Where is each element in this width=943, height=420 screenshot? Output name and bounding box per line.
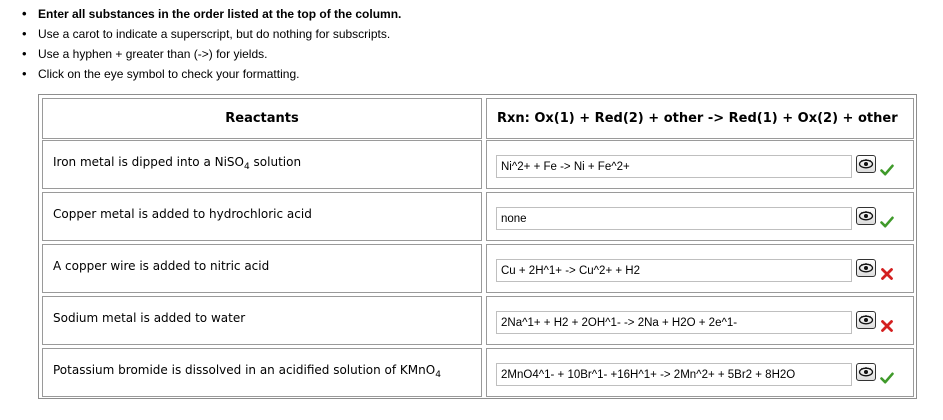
eye-icon[interactable]	[856, 207, 876, 225]
reaction-answer-input[interactable]	[496, 155, 852, 178]
reaction-answer-input[interactable]	[496, 259, 852, 282]
reactant-cell	[42, 140, 482, 189]
reaction-cell	[486, 296, 914, 345]
instruction-item: • Enter all substances in the order listed at the top of the column.	[20, 4, 401, 24]
checkmark-icon	[880, 371, 894, 385]
eye-icon[interactable]	[856, 259, 876, 277]
description-text: Iron metal is dipped into a NiSO	[53, 155, 244, 169]
instruction-item: • Click on the eye symbol to check your formatting.	[20, 64, 401, 84]
reaction-answer-input[interactable]	[496, 363, 852, 386]
eye-icon[interactable]	[856, 363, 876, 381]
reactant-description	[53, 311, 245, 325]
reactant-cell	[42, 244, 482, 293]
instructions-list	[20, 4, 401, 84]
eye-icon[interactable]	[856, 155, 876, 173]
reaction-cell	[486, 140, 914, 189]
x-mark-icon	[880, 267, 894, 281]
reaction-table	[38, 94, 917, 399]
instruction-item: • Use a carot to indicate a superscript, but do nothing for subscripts.	[20, 24, 401, 44]
reaction-cell	[486, 244, 914, 293]
reactant-description	[53, 155, 302, 172]
reactant-description	[53, 207, 312, 221]
reaction-answer-input[interactable]	[496, 207, 852, 230]
reactant-description	[53, 363, 441, 380]
reactant-cell	[42, 192, 482, 241]
reaction-answer-input[interactable]	[496, 311, 852, 334]
reactant-cell	[42, 296, 482, 345]
description-subscript: 4	[435, 370, 441, 380]
reaction-cell	[486, 348, 914, 397]
description-text: Sodium metal is added to water	[53, 311, 246, 325]
description-text: A copper wire is added to nitric acid	[53, 259, 270, 273]
description-text: Copper metal is added to hydrochloric acid	[53, 207, 312, 221]
reactant-cell	[42, 348, 482, 397]
header-reactants: Reactants	[42, 98, 482, 139]
description-text: Potassium bromide is dissolved in an acidified solution of KMnO	[53, 363, 436, 377]
description-text: solution	[249, 155, 302, 169]
instruction-item: • Use a hyphen + greater than (->) for yields.	[20, 44, 401, 64]
checkmark-icon	[880, 215, 894, 229]
reaction-cell	[486, 192, 914, 241]
eye-icon[interactable]	[856, 311, 876, 329]
checkmark-icon	[880, 163, 894, 177]
header-rxn: Rxn: Ox(1) + Red(2) + other -> Red(1) + Ox(2) + other	[486, 98, 914, 139]
x-mark-icon	[880, 319, 894, 333]
reactant-description	[53, 259, 269, 273]
description-subscript: 4	[244, 162, 250, 172]
